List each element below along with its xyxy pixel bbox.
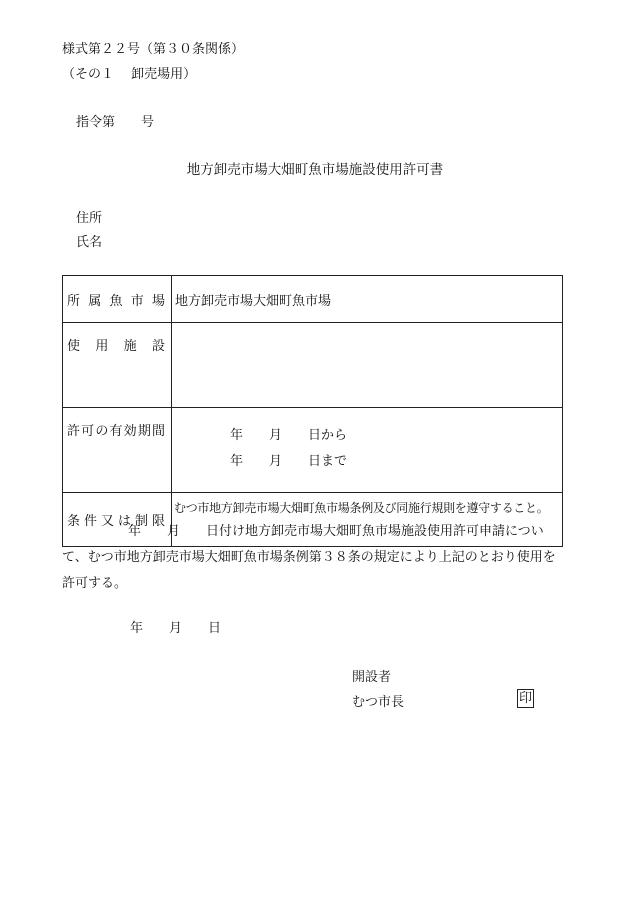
opener-label: 開設者 — [352, 670, 392, 685]
permit-number: 指令第 号 — [76, 115, 155, 130]
table-row-period — [63, 408, 563, 493]
name-label: 氏名 — [76, 235, 103, 250]
issue-date: 年 月 日 — [130, 621, 222, 636]
document-title: 地方卸売市場大畑町魚市場施設使用許可書 — [186, 162, 444, 178]
period-label: 許可の有効期間 — [67, 424, 165, 439]
conditions-label: 条件又は制限 — [67, 514, 165, 529]
market-label-cell — [63, 276, 172, 323]
market-label: 所属魚市場 — [67, 293, 165, 309]
seal-stamp: 印 — [519, 691, 533, 706]
period-to: 年 月 日まで — [230, 454, 348, 469]
facility-label-cell — [63, 323, 172, 408]
permit-statement: 年 月 日付け地方卸売市場大畑町魚市場施設使用許可申請について、むつ市地方卸売市場大畑町魚市場条例第３８条の規定により上記のとおり使用を許可する。 — [62, 524, 556, 591]
mayor-label: むつ市長 — [352, 695, 405, 710]
period-value — [172, 408, 563, 493]
table-row-market — [63, 276, 563, 323]
period-label-cell — [63, 408, 172, 493]
market-value: 地方卸売市場大畑町魚市場 — [172, 276, 563, 323]
period-from: 年 月 日から — [230, 428, 348, 443]
form-number: 様式第２２号（第３０条関係） — [62, 42, 245, 57]
facility-value — [172, 323, 563, 408]
facility-label: 使用施設 — [67, 339, 165, 354]
form-subtitle: （その１ 卸売場用） — [62, 67, 197, 82]
permit-table — [62, 275, 563, 547]
conditions-value: むつ市地方卸売市場大畑町魚市場条例及び同施行規則を遵守すること。 — [172, 493, 563, 547]
address-label: 住所 — [76, 211, 103, 226]
table-row-facility — [63, 323, 563, 408]
